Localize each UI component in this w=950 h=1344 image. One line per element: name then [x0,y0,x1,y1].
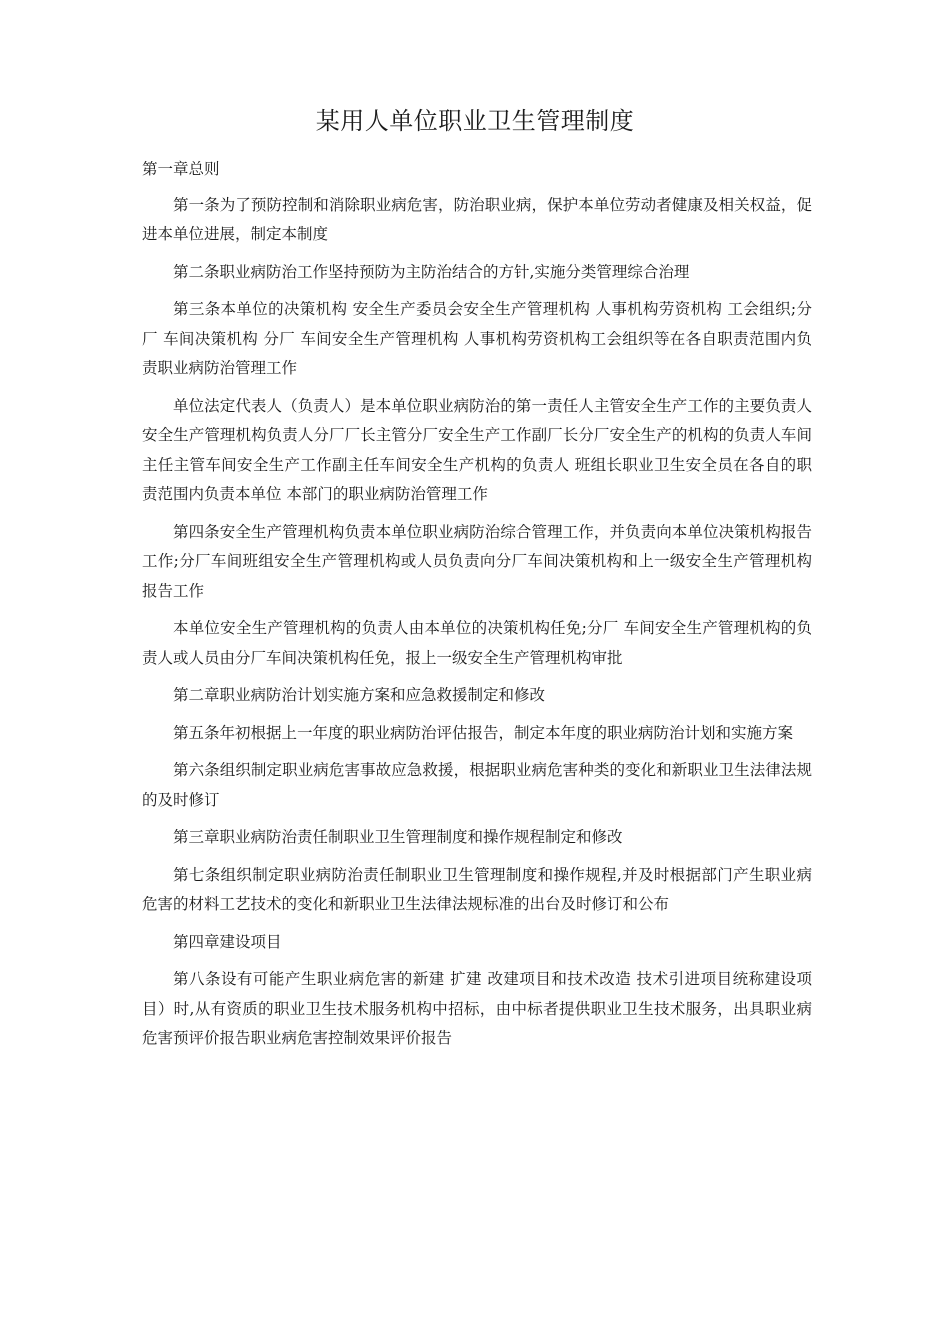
article-2-paragraph: 第二条职业病防治工作坚持预防为主防治结合的方针,实施分类管理综合治理 [173,262,690,281]
article-7-paragraph: 第七条组织制定职业病防治责任制职业卫生管理制度和操作规程,并及时根据部门产生职业病危害的材料工艺技术的变化和新职业卫生法律法规标准的出台及时修订和公布 [142,865,812,913]
article-3-paragraph: 第三条本单位的决策机构 安全生产委员会安全生产管理机构 人事机构劳资机构 工会组织;分厂 车间决策机构 分厂 车间安全生产管理机构 人事机构劳资机构工会组织等在各自职责范围内负责职业病防治管理工作 [142,300,812,377]
article-1-paragraph: 第一条为了预防控制和消除职业病危害，防治职业病，保护本单位劳动者健康及相关权益，促进本单位进展，制定本制度 [142,195,812,243]
article-5-paragraph: 第五条年初根据上一年度的职业病防治评估报告，制定本年度的职业病防治计划和实施方案 [173,723,794,742]
chapter-2-heading: 第二章职业病防治计划实施方案和应急救援制定和修改 [173,686,546,704]
chapter-3-heading: 第三章职业病防治责任制职业卫生管理制度和操作规程制定和修改 [173,828,623,846]
chapter-1-heading: 第一章总则 [142,160,220,178]
chapter-4-heading: 第四章建设项目 [173,932,282,951]
legal-representative-paragraph: 单位法定代表人（负责人）是本单位职业病防治的第一责任人主管安全生产工作的主要负责人安全生产管理机构负责人分厂厂长主管分厂安全生产工作副厂长分厂安全生产的机构的负责人车间主任主管车间安全生产工作副主任车间安全生产机构的负责人 班组长职业卫生安全员在各自的职责范围内负责本单位 本部门的职业病防治管理工作 [142,396,812,503]
document-body [142,155,812,1062]
appointment-paragraph: 本单位安全生产管理机构的负责人由本单位的决策机构任免;分厂 车间安全生产管理机构的负责人或人员由分厂车间决策机构任免，报上一级安全生产管理机构审批 [142,619,812,667]
article-4-paragraph: 第四条安全生产管理机构负责本单位职业病防治综合管理工作，并负责向本单位决策机构报告工作;分厂车间班组安全生产管理机构或人员负责向分厂车间决策机构和上一级安全生产管理机构报告工作 [142,522,812,600]
document-title: 某用人单位职业卫生管理制度 [315,107,635,135]
article-8-paragraph: 第八条设有可能产生职业病危害的新建 扩建 改建项目和技术改造 技术引进项目统称建设项目）时,从有资质的职业卫生技术服务机构中招标，由中标者提供职业卫生技术服务，出具职业病危害预评价报告职业病危害控制效果评价报告 [142,970,812,1047]
article-6-paragraph: 第六条组织制定职业病危害事故应急救援，根据职业病危害种类的变化和新职业卫生法律法规的及时修订 [142,761,812,809]
